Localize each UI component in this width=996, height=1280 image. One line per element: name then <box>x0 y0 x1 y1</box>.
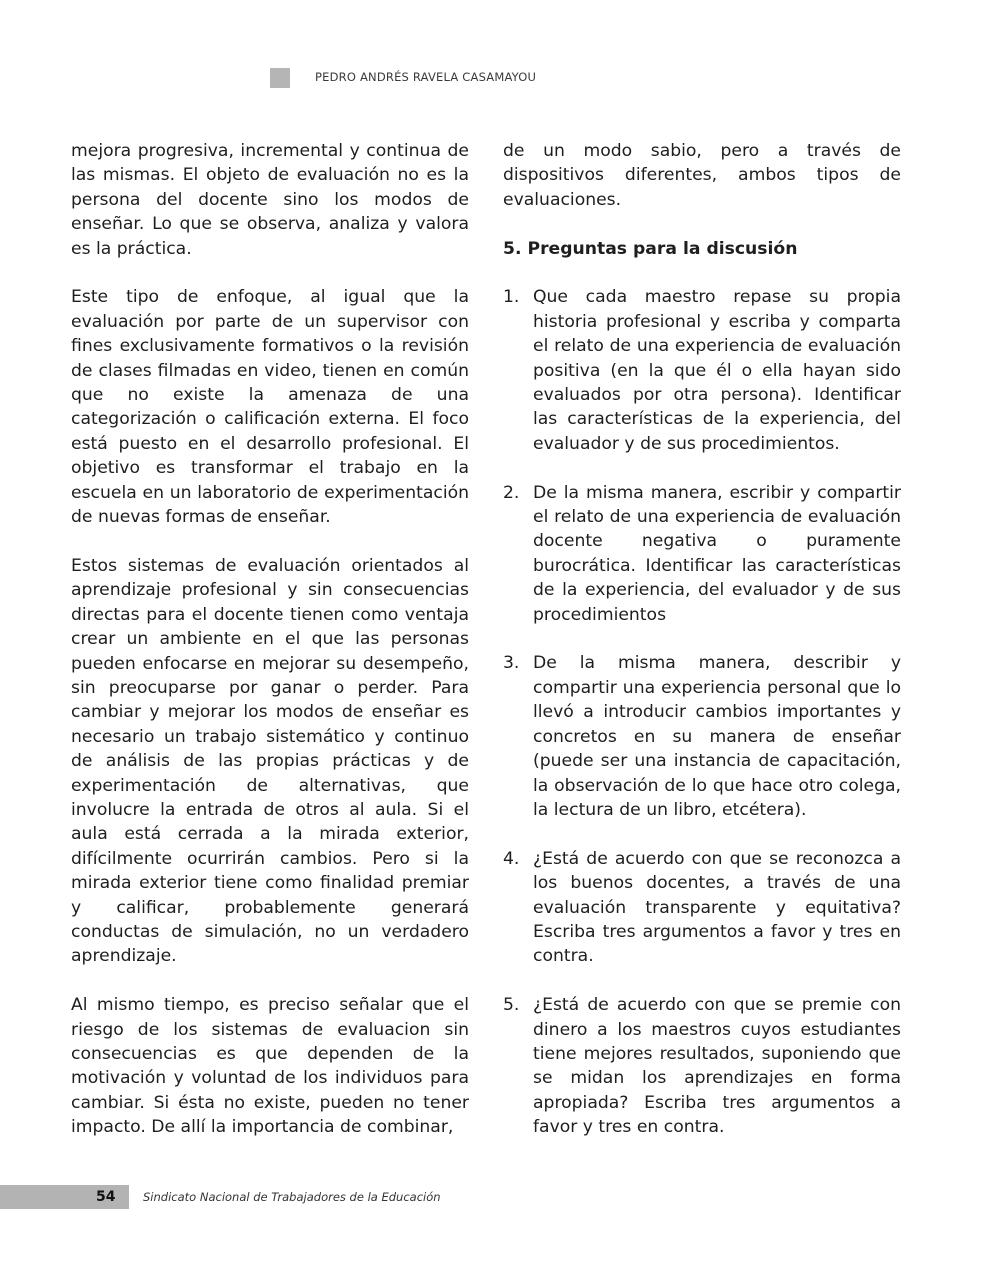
question-item <box>503 285 901 456</box>
question-item <box>503 847 901 969</box>
body-paragraph: mejora progresiva, incremental y continua de las mismas. El objeto de evaluación no es la persona del docente sino los modos de enseñar. Lo que se observa, analiza y valora es la práctica. <box>71 141 469 259</box>
question-item <box>503 651 901 822</box>
question-item <box>503 993 901 1139</box>
body-paragraph: de un modo sabio, pero a través de dispositivos diferentes, ambos tipos de evaluaciones. <box>503 141 901 210</box>
right-column <box>503 139 901 1164</box>
discussion-questions-list <box>503 285 901 1139</box>
footer-organization: Sindicato Nacional de Trabajadores de la Educación <box>143 1190 441 1204</box>
question-number: 5. <box>503 995 520 1016</box>
page-number: 54 <box>96 1189 116 1205</box>
left-column <box>71 139 469 1164</box>
question-number: 2. <box>503 482 520 503</box>
body-paragraph: Este tipo de enfoque, al igual que la evaluación por parte de un supervisor con fines exclusivamente formativos o la revisión de clases filmadas en video, tienen en común que no existe la amenaza de una categorización o calificación externa. El foco está puesto en el desarrollo profesional. El objetivo es transformar el trabajo en la escuela en un laboratorio de experimentación de nuevas formas de enseñar. <box>71 287 469 528</box>
body-paragraph: Al mismo tiempo, es preciso señalar que el riesgo de los sistemas de evaluacion sin consecuencias es que dependen de la motivación y voluntad de los individuos para cambiar. Si ésta no existe, pueden no tener impacto. De allí la importancia de combinar, <box>71 995 469 1138</box>
question-number: 4. <box>503 848 520 869</box>
question-text: De la misma manera, escribir y compartir el relato de una experiencia de evaluación docente negativa o puramente burocrática. Identificar las características de la experiencia, del evaluador y de sus procedimientos <box>533 482 901 625</box>
question-text: ¿Está de acuerdo con que se premie con dinero a los maestros cuyos estudiantes tiene mejores resultados, suponiendo que se midan los aprendizajes en forma apropiada? Escriba tres argumentos a favor y tres en contra. <box>533 995 901 1138</box>
body-paragraph: Estos sistemas de evaluación orientados al aprendizaje profesional y sin consecuencias directas para el docente tienen como ventaja crear un ambiente en el que las personas pueden enfocarse en mejorar su desempeño, sin preocuparse por ganar o perder. Para cambiar y mejorar los modos de enseñar es necesario un trabajo sistemático y continuo de análisis de las propias prácticas y de experimentación de alternativas, que involucre la entrada de otros al aula. Si el aula está cerrada a la mirada exterior, difícilmente ocurrirán cambios. Pero si la mirada exterior tiene como finalidad premiar y calificar, probablemente generará conductas de simulación, no un verdadero aprendizaje. <box>71 555 469 967</box>
section-heading: 5. Preguntas para la discusión <box>503 238 798 259</box>
question-number: 1. <box>503 287 520 308</box>
question-text: ¿Está de acuerdo con que se reconozca a los buenos docentes, a través de una evaluación transparente y equitativa? Escriba tres argumentos a favor y tres en contra. <box>533 848 901 967</box>
question-number: 3. <box>503 653 520 674</box>
question-text: De la misma manera, describir y compartir una experiencia personal que lo llevó a introducir cambios importantes y concretos en su manera de enseñar (puede ser una instancia de capacitación, la observación de lo que hace otro colega, la lectura de un libro, etcétera). <box>533 653 901 820</box>
header-marker <box>270 68 290 88</box>
question-text: Que cada maestro repase su propia historia profesional y escriba y comparta el relato de una experiencia de evaluación positiva (en la que él o ella hayan sido evaluados por otra persona). Identificar las características de la experiencia, del evaluador y de sus procedimientos. <box>533 287 901 454</box>
running-header-author: PEDRO ANDRÉS RAVELA CASAMAYOU <box>315 70 537 84</box>
question-item <box>503 481 901 627</box>
